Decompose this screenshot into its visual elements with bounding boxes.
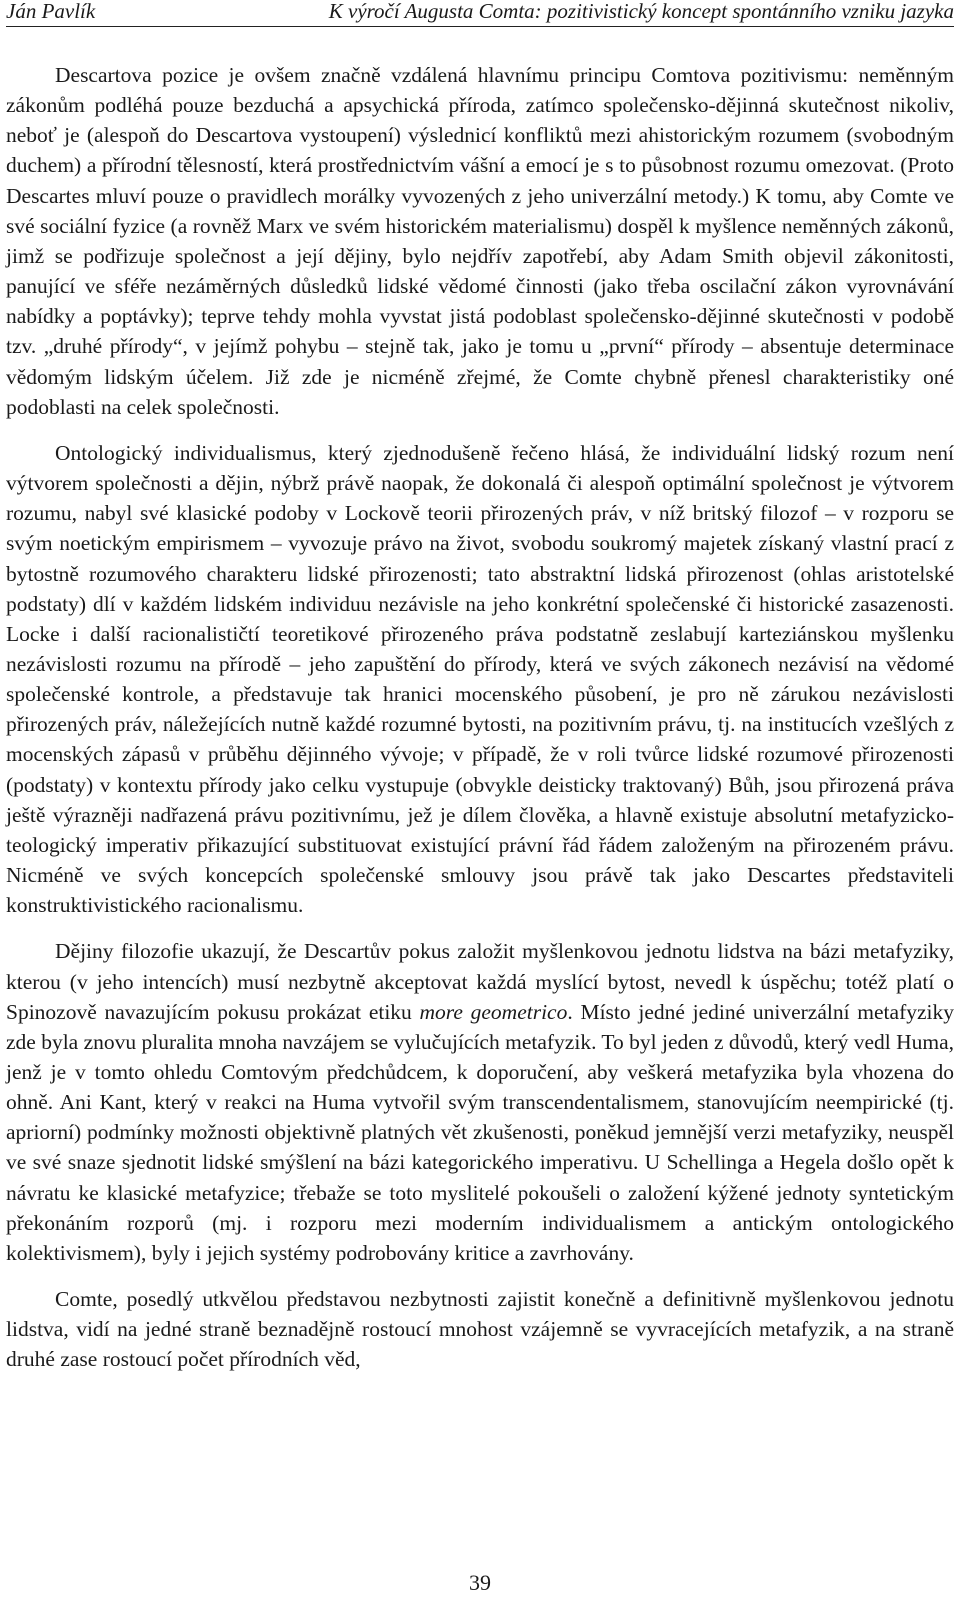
header-author: Ján Pavlík [6, 0, 96, 23]
text-run: . Místo jedné jediné univerzální metafyziky zde byla znovu pluralita mnoha navzájem se vylučujících metafyzik. To byl jeden z důvodů, který vedl Huma, jenž je v tomto ohledu Comtovým předchůdcem, k doporučení, aby veškerá metafyzika byla vhozena do ohně. Ani Kant, který v reakci na Huma vytvořil svým transcendentalismem, stanovujícím neempirické (tj. apriorní) podmínky možnosti objektivně platných vět zkušenosti, poněkud jemnější verzi metafyziky, neuspěl ve své snaze sjednotit lidské smýšlení na bázi kategorického imperativu. U Schellinga a Hegela došlo opět k návratu ke klasické metafyzice; třebaže se toto myslitelé pokoušeli o založení kýžené jednoty syntetickým překonáním rozporů (mj. i rozporu mezi moderním individualismem a antickým ontologického kolektivismem), byly i jejich systémy podrobovány kritice a zavrhovány. [6, 999, 954, 1265]
italic-phrase: more geometrico [419, 999, 568, 1024]
page-number: 39 [469, 1570, 491, 1595]
running-head [6, 0, 954, 27]
paragraph [6, 438, 954, 921]
text-run: Descartova pozice je ovšem značně vzdálená hlavnímu principu Comtova pozitivismu: neměnným zákonům podléhá pouze bezduchá a apsychická příroda, zatímco společensko-dějinná skutečnost nikoliv, neboť je (alespoň do Descartova vystoupení) výslednicí konfliktů mezi ahistorickým rozumem (svobodným duchem) a přírodní tělesností, která prostřednictvím vášní a emocí je s to působnost rozumu omezovat. (Proto Descartes mluví pouze o pravidlech morálky vyvozených z jeho univerzální metody.) K tomu, aby Comte ve své sociální fyzice (a rovněž Marx ve svém historickém materialismu) dospěl k myšlence neměnných zákonů, jimž se podřizuje společnost a její dějiny, bylo nejdřív zapotřebí, aby Adam Smith objevil zákonitosti, panující ve sféře nezáměrných důsledků lidské vědomé činnosti (jako třeba oscilační zákon vyrovnávání nabídky a poptávky); teprve tehdy mohla vyvstat jistá podoblast společensko-dějinné skutečnosti v podobě tzv. „druhé přírody“, v jejímž pohybu – stejně tak, jako je tomu u „první“ přírody – absentuje determinace vědomým lidským účelem. Již zde je nicméně zřejmé, že Comte chybně přenesl charakteristiky oné podoblasti na celek společnosti. [6, 63, 954, 419]
text-run: Dějiny filozofie ukazují, že Descartův pokus založit myšlenkovou jednotu lidstva na bázi metafyziky, kterou (v jeho intencích) musí nezbytně akceptovat každá myslící bytost, nevedl k úspěchu; totéž platí o Spinozově navazujícím pokusu prokázat etiku [6, 939, 954, 1024]
paragraph [6, 936, 954, 1268]
body-text [6, 60, 954, 1375]
header-title: K výročí Augusta Comta: pozitivistický koncept spontánního vzniku jazyka [328, 0, 954, 23]
paragraph [6, 1284, 954, 1374]
paragraph [6, 60, 954, 422]
text-run: Ontologický individualismus, který zjednodušeně řečeno hlásá, že individuální lidský rozum není výtvorem společnosti a dějin, nýbrž právě naopak, že dokonalá či alespoň optimální společnost je výtvorem rozumu, nabyl své klasické podoby v Lockově teorii přirozených práv, v níž britský filozof – v rozporu se svým noetickým empirismem – vyvozuje právo na život, svobodu soukromý majetek získaný vlastní prací z bytostně rozumového charakteru lidské přirozenosti; tato abstraktní lidská přirozenost (ohlas aristotelské podstaty) dlí v každém lidském individuu nezávisle na jeho konkrétní společenské či historické zasazenosti. Locke i další racionalističtí teoretikové přirozeného práva podstatně zeslabují karteziánskou myšlenku nezávislosti rozumu na přírodě – jeho zapuštění do přírody, která ve svých zákonech nezávisí na vědomé společenské kontrole, a představuje tak hranici mocenského působení, je pro ně zárukou nezávislosti přirozených práv, náležejících nutně každé rozumné bytosti, na pozitivním právu, tj. na institucích vzešlých z mocenských zápasů v průběhu dějinného vývoje; v případě, že v roli tvůrce lidské rozumové přirozenosti (podstaty) v kontextu přírody jako celku vystupuje (obvykle deisticky traktovaný) Bůh, jsou přirozená práva ještě výrazněji nadřazená právu pozitivnímu, jež je dílem člověka, a hlavně existuje absolutní metafyzicko-teologický imperativ přikazující substituovat existující právní řád řádem založeným na přirozeném právu. Nicméně ve svých koncepcích společenské smlouvy jsou právě tak jako Descartes představiteli konstruktivistického racionalismu. [6, 440, 954, 918]
text-run: Comte, posedlý utkvělou představou nezbytnosti zajistit konečně a definitivně myšlenkovou jednotu lidstva, vidí na jedné straně beznadějně rostoucí mnohost vzájemně se vyvracejících metafyzik, a na straně druhé zase rostoucí počet přírodních věd, [6, 1287, 954, 1372]
